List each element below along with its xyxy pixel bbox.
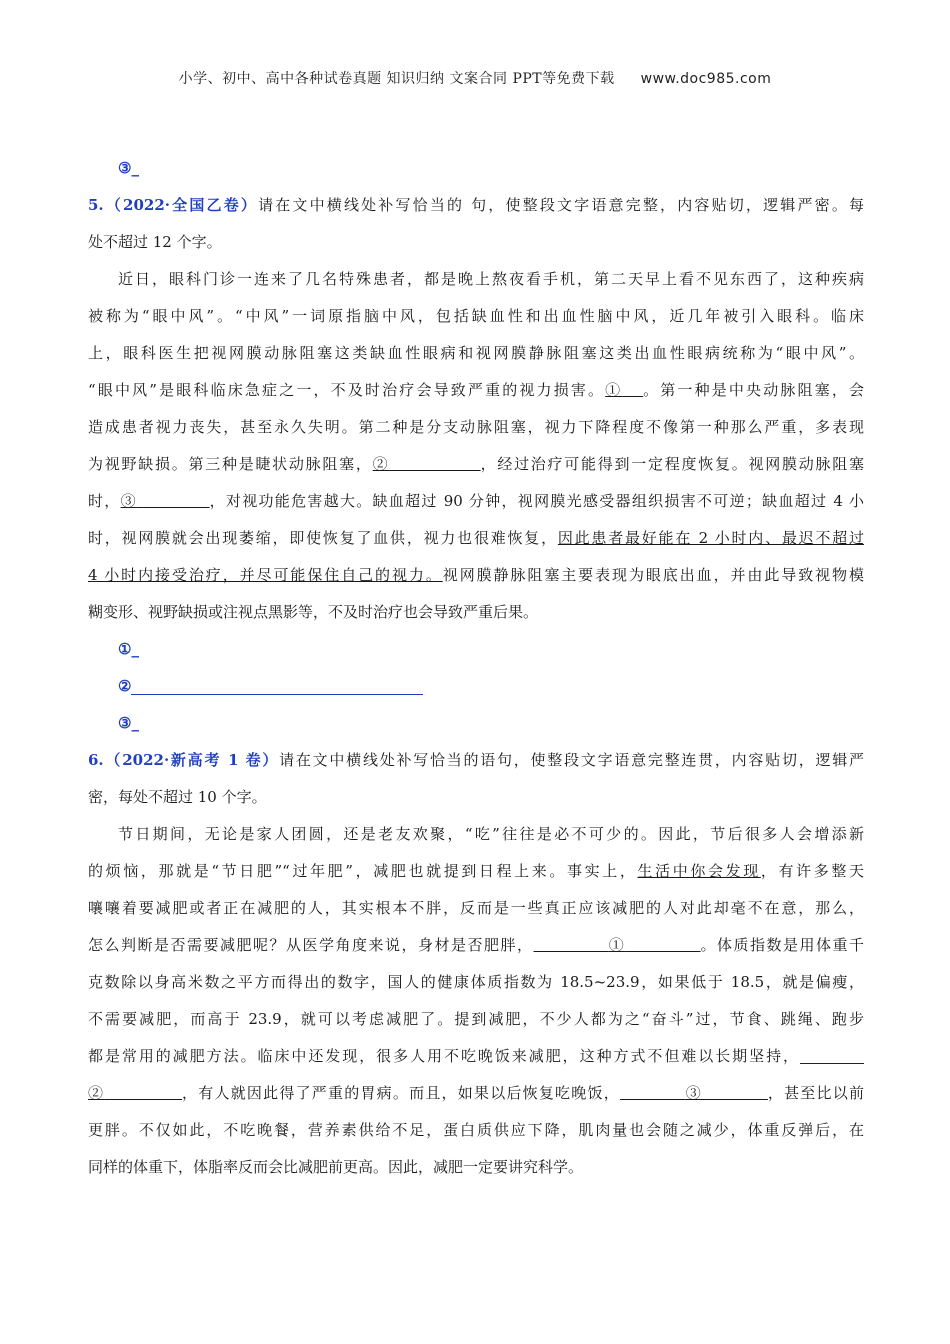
- q5-line-7a: 时，: [88, 492, 121, 510]
- q6-instruction-2: 密，每处不超过 10 个字。: [88, 788, 267, 806]
- q5-answer-2: [88, 668, 864, 705]
- q6-blank-3[interactable]: [620, 1084, 768, 1102]
- q5-line-10: 糊变形、视野缺损或注视点黑影等，不及时治疗也会导致严重后果。: [88, 603, 539, 621]
- q6-line-8: [88, 1075, 864, 1112]
- q5-blank-3-label: ③: [120, 492, 137, 510]
- q5-line-9b: 视网膜静脉阻塞主要表现为眼底出血，并由此导致视物模: [442, 566, 864, 584]
- q6-blank-2[interactable]: [88, 1084, 182, 1102]
- q6-blank-2-start[interactable]: [800, 1045, 864, 1064]
- q5-source: （2022·全国乙卷）: [103, 196, 259, 214]
- q6-line-4: [88, 927, 864, 964]
- q6-line-1: 节日期间，无论是家人团圆，还是老友欢聚，“吃”往往是必不可少的。因此，节后很多人会增添新: [118, 825, 864, 843]
- q5-blank-3[interactable]: [121, 492, 210, 510]
- q5-line-6: [88, 446, 864, 483]
- q5-underlined-8: 因此患者最好能在 2 小时内、最迟不超过: [557, 529, 864, 547]
- q5-line-2: 被称为“眼中风”。“中风”一词原指脑中风，包括缺血性和出血性脑中风，近几年被引入眼科。临床: [88, 307, 864, 325]
- q5-line-4c: 。第一种是中央动脉阻塞，会: [643, 381, 864, 399]
- top-answer: ③_: [118, 159, 139, 177]
- q5-line-4a: “眼中风”是眼科临床急症之一，不及时治疗会导致严重的视力损害。: [88, 381, 606, 399]
- q6-line-3: 嚷嚷着要减肥或者正在减肥的人，其实根本不胖，反而是一些真正应该减肥的人对此却毫不在意，那么，: [88, 899, 864, 917]
- q5-line-7c: ，对视功能危害越大。缺血超过 90 分钟，视网膜光感受器组织损害不可逆；缺血超过 4 小: [209, 492, 864, 510]
- q5-answer-3: ③_: [118, 714, 139, 732]
- q5-line-9: [88, 557, 864, 594]
- header-text: 小学、初中、高中各种试卷真题 知识归纳 文案合同 PPT等免费下载: [178, 71, 615, 87]
- q6-line-8b: ，有人就因此得了严重的胃病。而且，如果以后恢复吃晚饭，: [182, 1084, 620, 1102]
- q5-line-1: 近日，眼科门诊一连来了几名特殊患者，都是晚上熬夜看手机，第二天早上看不见东西了，这种疾病: [118, 270, 864, 288]
- q6-line-5: 克数除以身高米数之平方而得出的数字，国人的健康体质指数为 18.5~23.9，如果低于 18.5，就是偏瘦，: [88, 973, 864, 991]
- q6-source: （2022·新高考 1 卷）: [103, 751, 280, 769]
- q6-line-4a: 怎么判断是否需要减肥呢？从医学角度来说，身材是否肥胖，: [88, 936, 534, 954]
- q6-line-4c: 。体质指数是用体重千: [700, 936, 864, 954]
- q6-line-7-text: 都是常用的减肥方法。临床中还发现，很多人用不吃晚饭来减肥，这种方式不但难以长期坚持，: [88, 1047, 800, 1065]
- q5-blank-2[interactable]: [373, 455, 481, 473]
- q5-number: 5.: [88, 196, 104, 214]
- q6-underlined-2: 生活中你会发现: [637, 862, 761, 880]
- q6-line-8d: ，甚至比以前: [767, 1084, 864, 1102]
- q6-blank-1-label: ①: [608, 936, 626, 954]
- q5-instruction-text: 请在文中横线处补写恰当的 句，使整段文字语意完整，内容贴切，逻辑严密。每: [258, 196, 864, 214]
- q6-instruction-text: 请在文中横线处补写恰当的语句，使整段文字语意完整连贯，内容贴切，逻辑严: [279, 751, 864, 769]
- q6-line-10: 同样的体重下，体脂率反而会比减肥前更高。因此，减肥一定要讲究科学。: [88, 1158, 584, 1176]
- q5-line-8: [88, 520, 864, 557]
- q5-blank-1-label: ①: [605, 381, 623, 399]
- q5-instruction-2: 处不超过 12 个字。: [88, 233, 222, 251]
- q6-blank-2-label: ②: [88, 1084, 105, 1102]
- q5-line-8a: 时，视网膜就会出现萎缩，即使恢复了血供，视力也很难恢复，: [88, 529, 558, 547]
- q5-blank-2-label: ②: [372, 455, 390, 473]
- q6-line-9: 更胖。不仅如此，不吃晚餐，营养素供给不足，蛋白质供应下降，肌肉量也会随之减少，体重反弹后，在: [88, 1121, 864, 1139]
- q6-blank-3-label: ③: [685, 1084, 703, 1102]
- q5-line-5: 造成患者视力丧失，甚至永久失明。第二种是分支动脉阻塞，视力下降程度不像第一种那么严重，多表现: [88, 418, 864, 436]
- q6-instruction-1: [88, 742, 864, 779]
- q5-answer-2-line[interactable]: [131, 676, 423, 695]
- question-content: [88, 150, 864, 1186]
- q6-line-7: [88, 1038, 864, 1075]
- q6-line-2a: 的烦恼，那就是“节日肥”“过年肥”，减肥也就提到日程上来。事实上，: [88, 862, 638, 880]
- q6-line-2c: ，有许多整天: [760, 862, 864, 880]
- q5-line-4: [88, 372, 864, 409]
- header-site: www.doc985.com: [640, 71, 772, 87]
- q5-instruction-1: [88, 187, 864, 224]
- q5-blank-1[interactable]: [605, 381, 643, 399]
- q5-answer-1: ①_: [118, 640, 139, 658]
- q5-answer-2-label: ②: [118, 677, 132, 695]
- q5-underlined-9: 4 小时内接受治疗，并尽可能保住自己的视力。: [88, 566, 443, 584]
- q5-line-6a: 为视野缺损。第三种是睫状动脉阻塞，: [88, 455, 373, 473]
- q5-line-6c: ，经过治疗可能得到一定程度恢复。视网膜动脉阻塞: [480, 455, 864, 473]
- q6-line-6: 不需要减肥，而高于 23.9，就可以考虑减肥了。提到减肥，不少人都为之“奋斗”过，节食、跳绳、跑步: [88, 1010, 864, 1028]
- q5-line-3: 上，眼科医生把视网膜动脉阻塞这类缺血性眼病和视网膜静脉阻塞这类出血性眼病统称为“眼中风”。: [88, 344, 864, 362]
- page-header: [0, 68, 950, 88]
- q5-line-7: [88, 483, 864, 520]
- q6-number: 6.: [88, 751, 104, 769]
- q6-blank-1[interactable]: [534, 936, 701, 954]
- q6-line-2: [88, 853, 864, 890]
